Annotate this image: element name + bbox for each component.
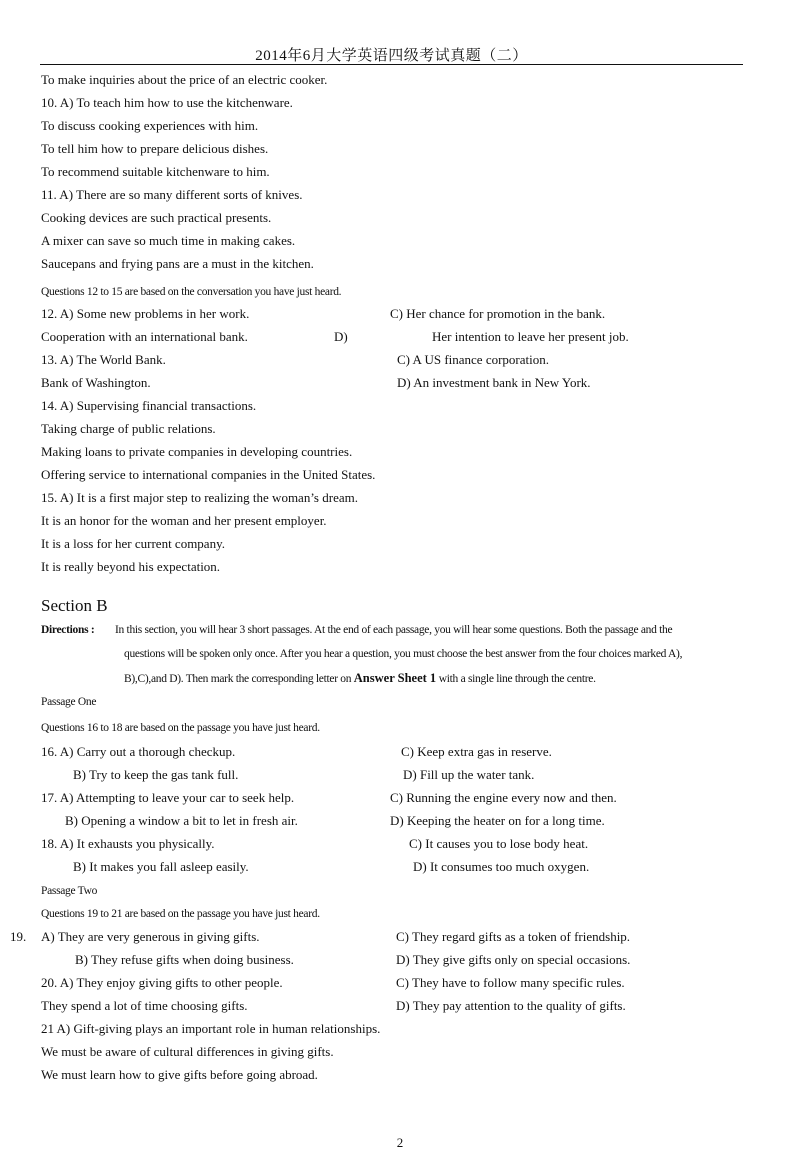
option-d: D) It consumes too much oxygen. xyxy=(413,859,590,874)
option-line: Taking charge of public relations. xyxy=(41,421,216,436)
option-line: Making loans to private companies in developing countries. xyxy=(41,444,353,459)
question-instruction: Questions 19 to 21 are based on the passage you have just heard. xyxy=(41,908,320,920)
question-14: 14. A) Supervising financial transactions. xyxy=(41,398,257,413)
answer-sheet-label: Answer Sheet 1 xyxy=(353,671,437,685)
page-header-title: 2014年6月大学英语四级考试真题（二） xyxy=(255,48,528,64)
question-instruction: Questions 12 to 15 are based on the conversation you have just heard. xyxy=(41,286,342,298)
option-line: Offering service to international companies in the United States. xyxy=(41,467,376,482)
question-17: 17. A) Attempting to leave your car to seek help. xyxy=(41,790,295,805)
question-10: 10. A) To teach him how to use the kitchenware. xyxy=(41,95,293,110)
question-16: 16. A) Carry out a thorough checkup. xyxy=(41,744,236,759)
option-b: Cooperation with an international bank. xyxy=(41,329,248,344)
option-c: C) Running the engine every now and then. xyxy=(390,790,617,805)
option-b: They spend a lot of time choosing gifts. xyxy=(41,998,248,1013)
directions-text-part: with a single line through the centre. xyxy=(438,673,596,685)
option-d-letter: D) xyxy=(334,329,348,344)
option-line: To make inquiries about the price of an electric cooker. xyxy=(41,72,328,87)
question-21: 21 A) Gift-giving plays an important role in human relationships. xyxy=(41,1021,381,1036)
page-number: 2 xyxy=(396,1135,404,1150)
option-d: D) Keeping the heater on for a long time. xyxy=(390,813,605,828)
question-19: A) They are very generous in giving gifts. xyxy=(41,929,260,944)
option-d: D) Fill up the water tank. xyxy=(403,767,535,782)
question-instruction: Questions 16 to 18 are based on the passage you have just heard. xyxy=(41,722,320,734)
option-line: It is an honor for the woman and her present employer. xyxy=(41,513,327,528)
option-b: B) It makes you fall asleep easily. xyxy=(73,859,249,874)
option-c: C) Her chance for promotion in the bank. xyxy=(390,306,606,321)
option-line: To discuss cooking experiences with him. xyxy=(41,118,259,133)
option-line: To recommend suitable kitchenware to him. xyxy=(41,164,270,179)
option-c: C) They regard gifts as a token of friendship. xyxy=(396,929,631,944)
option-b: Bank of Washington. xyxy=(41,375,151,390)
option-d: D) An investment bank in New York. xyxy=(397,375,591,390)
option-c: C) They have to follow many specific rules. xyxy=(396,975,625,990)
option-line: We must be aware of cultural differences in giving gifts. xyxy=(41,1044,334,1059)
passage-two-heading: Passage Two xyxy=(41,885,98,897)
option-c: C) It causes you to lose body heat. xyxy=(409,836,589,851)
option-line: It is really beyond his expectation. xyxy=(41,559,221,574)
question-12: 12. A) Some new problems in her work. xyxy=(41,306,250,321)
option-b: B) Opening a window a bit to let in fresh air. xyxy=(65,813,298,828)
option-c: C) Keep extra gas in reserve. xyxy=(401,744,552,759)
section-b-title: Section B xyxy=(41,596,108,615)
option-line: To tell him how to prepare delicious dishes. xyxy=(41,141,269,156)
question-11: 11. A) There are so many different sorts of knives. xyxy=(41,187,303,202)
option-line: We must learn how to give gifts before going abroad. xyxy=(41,1067,318,1082)
directions-text xyxy=(124,671,596,686)
option-line: Saucepans and frying pans are a must in the kitchen. xyxy=(41,256,314,271)
option-d: D) They pay attention to the quality of gifts. xyxy=(396,998,626,1013)
passage-one-heading: Passage One xyxy=(41,696,97,708)
option-b: B) They refuse gifts when doing business. xyxy=(75,952,294,967)
question-20: 20. A) They enjoy giving gifts to other people. xyxy=(41,975,283,990)
question-18: 18. A) It exhausts you physically. xyxy=(41,836,215,851)
header-divider xyxy=(40,64,743,65)
option-d: Her intention to leave her present job. xyxy=(432,329,629,344)
directions-text: In this section, you will hear 3 short passages. At the end of each passage, you will hear some questions. Both the passage and the xyxy=(115,624,673,636)
option-c: C) A US finance corporation. xyxy=(397,352,549,367)
directions-text-part: B),C),and D). Then mark the corresponding letter on xyxy=(124,673,352,685)
option-line: Cooking devices are such practical presents. xyxy=(41,210,272,225)
option-b: B) Try to keep the gas tank full. xyxy=(73,767,239,782)
option-line: It is a loss for her current company. xyxy=(41,536,225,551)
directions-text: questions will be spoken only once. After you hear a question, you must choose the best answer from the four choices marked A), xyxy=(124,648,683,660)
option-d: D) They give gifts only on special occasions. xyxy=(396,952,631,967)
question-15: 15. A) It is a first major step to realizing the woman’s dream. xyxy=(41,490,358,505)
question-19-number: 19. xyxy=(10,929,27,944)
question-13: 13. A) The World Bank. xyxy=(41,352,166,367)
directions-label: Directions : xyxy=(41,624,95,636)
option-line: A mixer can save so much time in making cakes. xyxy=(41,233,296,248)
